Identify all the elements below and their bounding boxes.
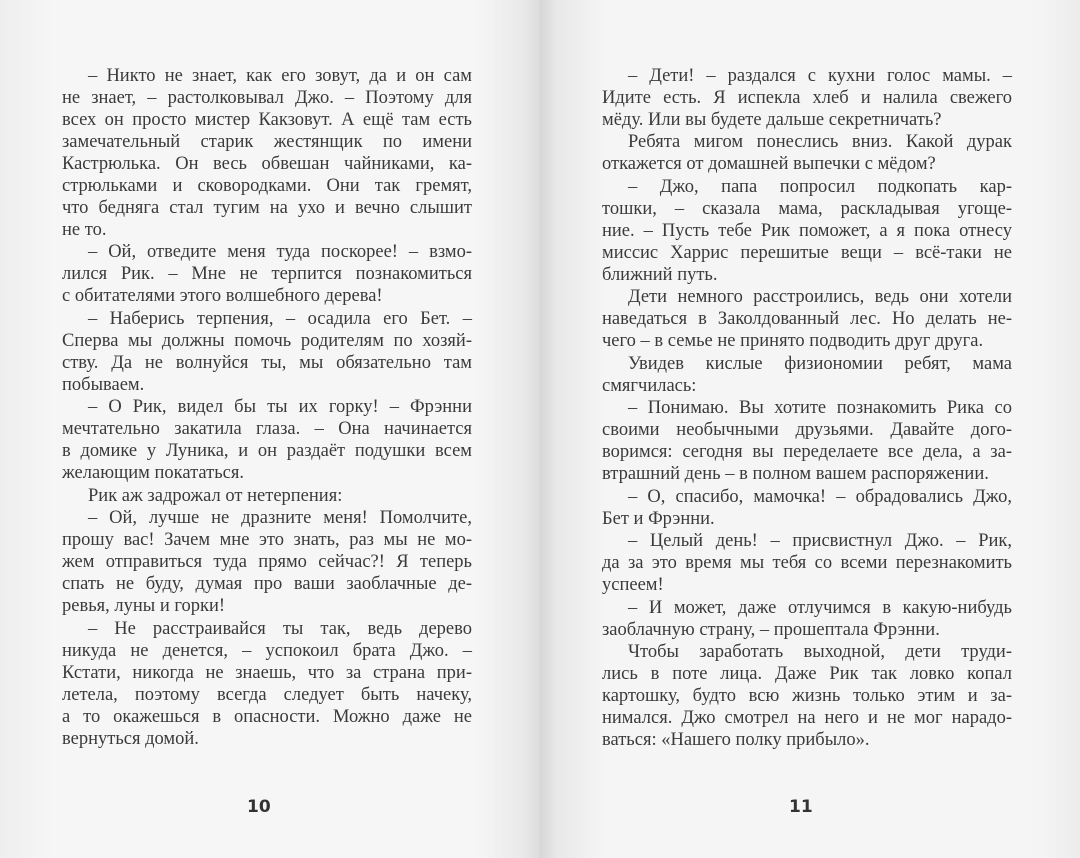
text-line: смягчилась:	[602, 375, 697, 396]
text-line: мёду. Или вы будете дальше секретничать?	[602, 109, 942, 130]
text-line: – Понимаю. Вы хотите познакомить Рика со	[628, 398, 1012, 418]
text-line: ближний путь.	[602, 264, 718, 285]
text-line: Ребята мигом понеслись вниз. Какой дурак	[628, 132, 1012, 152]
text-line: Чтобы заработать выходной, дети труди-	[628, 642, 1012, 662]
text-line: – О, спасибо, мамочка! – обрадовались Джо,	[628, 486, 1012, 507]
paragraph	[602, 597, 1012, 641]
paragraph	[602, 530, 1012, 596]
text-line: – И может, даже отлучимся в какую-нибудь	[628, 597, 1012, 618]
text-line: вернуться домой.	[62, 728, 199, 749]
text-line: что бедняга стал тугим на ухо и вечно слышит	[62, 197, 472, 218]
right-page-text	[602, 64, 1012, 751]
text-line: своими необычными друзьями. Давайте дого-	[602, 420, 1012, 440]
left-page-text	[62, 64, 472, 750]
text-line: откажется от домашней выпечки с мёдом?	[602, 154, 936, 174]
text-line: – Наберись терпения, – осадила его Бет. –	[88, 308, 472, 329]
text-line: стрюльками и сковородками. Они так гремят,	[62, 175, 472, 196]
right-page	[540, 0, 1080, 858]
text-line: никуда не денется, – успокоил брата Джо. –	[62, 640, 472, 661]
paragraph	[602, 353, 1012, 397]
text-line: замечательный старик жестянщик по имени	[62, 131, 472, 152]
text-line: прошу вас! Зачем мне это знать, раз мы не мо-	[62, 530, 472, 550]
text-line: Рик аж задрожал от нетерпения:	[88, 485, 343, 506]
text-line: – Ой, лучше не дразните меня! Помолчите,	[88, 508, 472, 528]
text-line: жем отправиться туда прямо сейчас?! Я теперь	[62, 552, 472, 572]
page-number-right: 11	[789, 797, 813, 817]
text-line: – Ой, отведите меня туда поскорее! – взмо-	[88, 242, 472, 262]
text-line: желающим покататься.	[62, 463, 244, 483]
text-line: а то окажешься в опасности. Можно даже не	[62, 706, 472, 727]
text-line: всех он просто мистер Какзовут. А ещё там есть	[62, 109, 472, 130]
text-line: спать не буду, думая про ваши заоблачные де-	[62, 574, 472, 594]
paragraph	[62, 308, 472, 396]
text-line: нимался. Джо смотрел на него и не мог нарадо-	[602, 708, 1012, 728]
text-line: да за это время мы тебя со всеми перезнакомить	[602, 553, 1012, 573]
text-line: заоблачную страну, – прошептала Фрэнни.	[602, 619, 940, 640]
text-line: Дети немного расстроились, ведь они хотели	[628, 287, 1012, 307]
text-line: – О Рик, видел бы ты их горку! – Фрэнни	[88, 397, 472, 417]
text-line: наведаться в Заколдованный лес. Но делать не-	[602, 309, 1012, 329]
paragraph	[602, 176, 1012, 286]
text-line: Кстати, никогда не знаешь, что за страна при-	[62, 662, 472, 683]
text-line: в домике у Луника, и он раздаёт подушки всем	[62, 441, 472, 461]
text-line: Сперва мы должны помочь родителям по хозяй-	[62, 330, 472, 351]
text-line: – Джо, папа попросил подкопать кар-	[628, 176, 1012, 197]
text-line: чего – в семье не принято подводить друг друга.	[602, 331, 984, 351]
text-line: – Целый день! – присвистнул Джо. – Рик,	[628, 531, 1012, 551]
text-line: лился Рик. – Мне не терпится познакомиться	[62, 264, 472, 284]
paragraph	[62, 618, 472, 750]
text-line: тошки, – сказала мама, раскладывая угоще-	[602, 198, 1012, 219]
paragraph	[62, 396, 472, 484]
text-line: втрашний день – в полном вашем распоряжении.	[602, 464, 989, 484]
paragraph	[602, 486, 1012, 530]
text-line: картошку, будто всю жизнь только этим и за-	[602, 686, 1012, 706]
text-line: Увидев кислые физиономии ребят, мама	[628, 353, 1012, 374]
text-line: Кастрюлька. Он весь обвешан чайниками, ка-	[62, 153, 472, 174]
text-line: – Никто не знает, как его зовут, да и он сам	[88, 65, 472, 86]
text-line: мечтательно закатила глаза. – Она начинается	[62, 419, 472, 439]
text-line: летела, поэтому всегда следует быть начеку,	[62, 684, 472, 705]
text-line: ние. – Пусть тебе Рик поможет, а я пока отнесу	[602, 220, 1012, 241]
text-line: лись в поте лица. Даже Рик так ловко копал	[602, 664, 1012, 684]
paragraph	[62, 485, 472, 507]
text-line: успеем!	[602, 575, 664, 595]
text-line: не то.	[62, 219, 107, 240]
paragraph	[602, 641, 1012, 751]
text-line: побываем.	[62, 374, 145, 395]
paragraph	[62, 241, 472, 307]
paragraph	[602, 286, 1012, 352]
text-line: Идите есть. Я испекла хлеб и налила свежего	[602, 87, 1012, 108]
paragraph	[602, 131, 1012, 175]
text-line: ваться: «Нашего полку прибыло».	[602, 730, 870, 750]
paragraph	[62, 507, 472, 617]
page-number-left: 10	[247, 797, 271, 817]
paragraph	[62, 65, 472, 241]
text-line: воримся: сегодня вы переделаете все дела, а за-	[602, 442, 1012, 462]
text-line: Бет и Фрэнни.	[602, 508, 715, 529]
text-line: ству. Да не волнуйся ты, мы обязательно там	[62, 352, 472, 373]
paragraph	[602, 65, 1012, 131]
paragraph	[602, 397, 1012, 485]
text-line: – Не расстраивайся ты так, ведь дерево	[88, 618, 472, 639]
text-line: миссис Харрис перешитые вещи – всё-таки не	[602, 242, 1012, 263]
text-line: не знает, – растолковывал Джо. – Поэтому для	[62, 87, 472, 108]
text-line: ревья, луны и горки!	[62, 596, 226, 616]
text-line: с обитателями этого волшебного дерева!	[62, 286, 383, 306]
text-line: – Дети! – раздался с кухни голос мамы. –	[628, 65, 1012, 86]
